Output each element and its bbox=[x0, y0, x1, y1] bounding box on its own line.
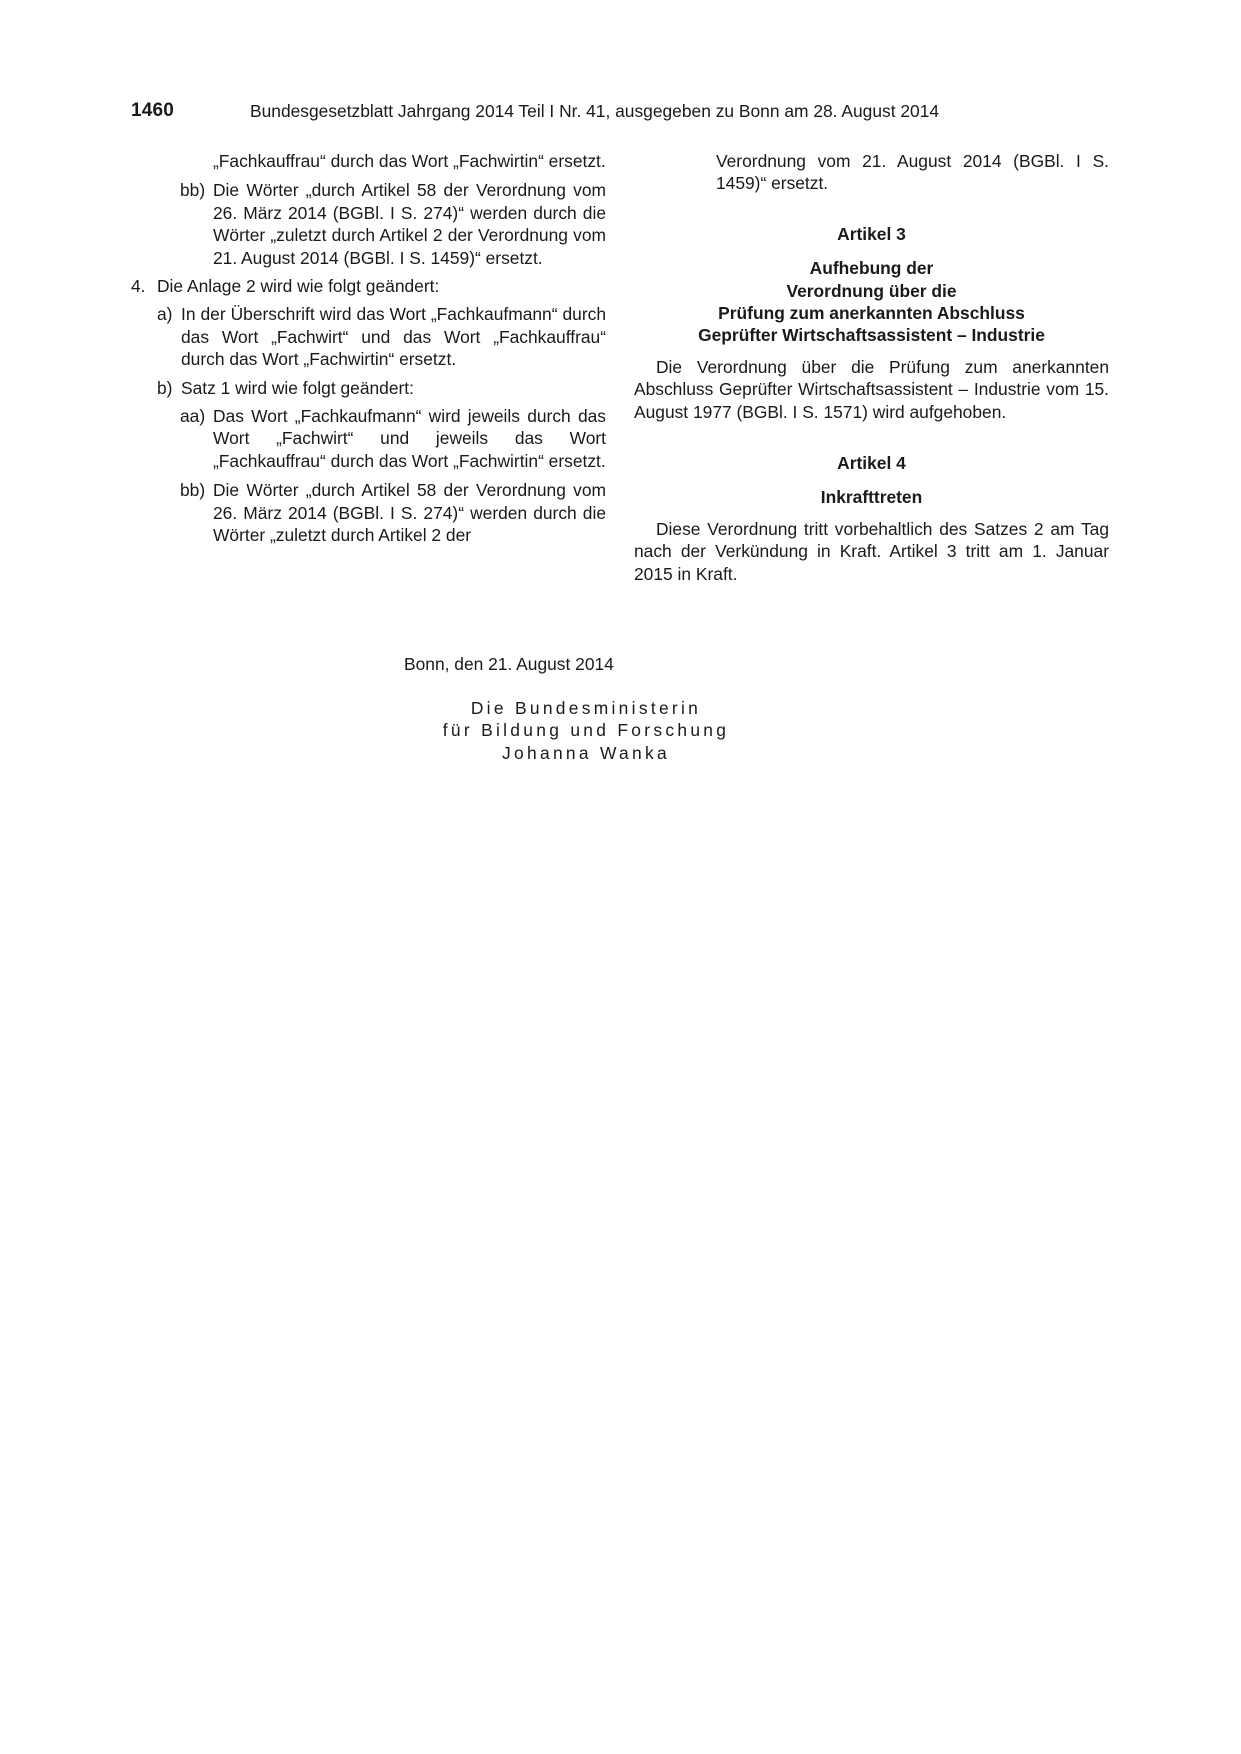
list-item-bb bbox=[131, 179, 606, 269]
running-header bbox=[131, 100, 1111, 130]
list-item-label: b) bbox=[157, 377, 173, 398]
article-3-body: Die Verordnung über die Prüfung zum anerkannten Abschluss Geprüfter Wirtschaftsassistent – Industrie vom 15. August 1977 (BGBl. I S. 1571) wird aufgehoben. bbox=[634, 356, 1109, 422]
signatory-name: Johanna Wanka bbox=[502, 742, 670, 763]
gazette-title: Bundesgesetzblatt Jahrgang 2014 Teil I Nr. 41, ausgegeben zu Bonn am 28. August 2014 bbox=[250, 101, 940, 121]
list-item-text: Satz 1 wird wie folgt geändert: bbox=[181, 377, 414, 398]
list-item-text: Die Wörter „durch Artikel 58 der Verordnung vom 26. März 2014 (BGBl. I S. 274)“ werden durch die Wörter „zuletzt durch Artikel 2 der bbox=[213, 480, 606, 546]
place-and-date: Bonn, den 21. August 2014 bbox=[404, 654, 614, 674]
list-item-b bbox=[131, 377, 606, 399]
article-title-line: Verordnung über die bbox=[786, 280, 957, 301]
list-item-aa-continuation bbox=[131, 150, 606, 172]
list-item-aa bbox=[131, 405, 606, 472]
page-number: 1460 bbox=[131, 100, 175, 121]
list-item-text: Das Wort „Fachkaufmann“ wird jeweils durch das Wort „Fachwirt“ und jeweils das Wort „Fachkauffrau“ durch das Wort „Fachwirtin“ ersetzt. bbox=[213, 406, 606, 471]
article-title-line: Prüfung zum anerkannten Abschluss bbox=[718, 303, 1025, 324]
list-item-label: bb) bbox=[180, 180, 206, 201]
list-item-label: bb) bbox=[180, 480, 206, 501]
signature-line: Die Bundesministerin bbox=[470, 698, 702, 718]
article-4-body: Diese Verordnung tritt vorbehaltlich des Satzes 2 am Tag nach der Verkündung in Kraft. Artikel 3 tritt am 1. Januar 2015 in Kraft. bbox=[634, 518, 1109, 584]
list-item-label: a) bbox=[157, 304, 173, 325]
article-3-heading: Artikel 3 bbox=[837, 223, 906, 244]
list-item-text: Die Wörter „durch Artikel 58 der Verordnung vom 26. März 2014 (BGBl. I S. 274)“ werden durch die Wörter „zuletzt durch Artikel 2 der Verordnung vom 21. August 2014 (BGBl. I S. 1459)“ ersetzt. bbox=[213, 180, 606, 268]
left-column bbox=[131, 150, 606, 547]
article-title-line: Aufhebung der bbox=[809, 258, 934, 279]
list-item-4 bbox=[131, 275, 606, 297]
list-item-label: aa) bbox=[180, 406, 206, 427]
list-item-text: „Fachkauffrau“ durch das Wort „Fachwirtin“ ersetzt. bbox=[213, 151, 606, 171]
article-3-title bbox=[634, 257, 1109, 347]
list-item-label: 4. bbox=[131, 276, 146, 297]
list-item-text: In der Überschrift wird das Wort „Fachkaufmann“ durch das Wort „Fachwirt“ und das Wort „Fachkauffrau“ durch das Wort „Fachwirtin“ ersetzt. bbox=[181, 304, 606, 370]
list-item-a bbox=[131, 303, 606, 370]
list-item-text: Die Anlage 2 wird wie folgt geändert: bbox=[157, 276, 440, 297]
signature-block bbox=[400, 697, 772, 764]
signature-line: für Bildung und Forschung bbox=[442, 720, 730, 741]
article-title-line: Geprüfter Wirtschaftsassistent – Industrie bbox=[698, 325, 1045, 346]
article-4-heading: Artikel 4 bbox=[837, 453, 906, 474]
continued-text: Verordnung vom 21. August 2014 (BGBl. I S. 1459)“ ersetzt. bbox=[716, 151, 1109, 194]
list-item-bb bbox=[131, 479, 606, 546]
article-4-title: Inkrafttreten bbox=[820, 487, 923, 508]
right-column bbox=[634, 150, 1109, 585]
